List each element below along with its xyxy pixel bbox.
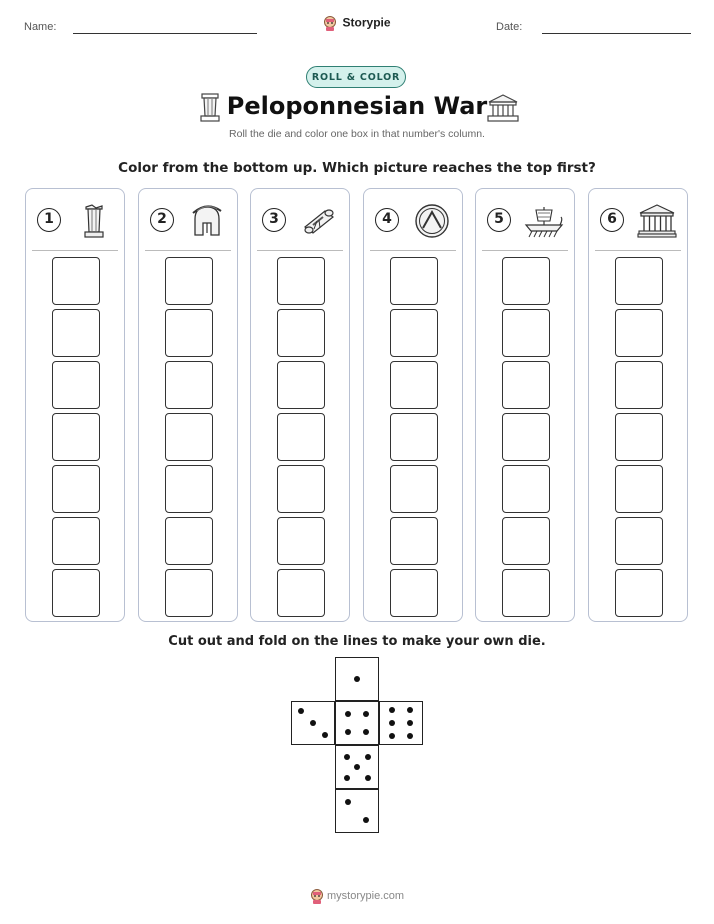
die-pip	[363, 711, 369, 717]
title-temple-icon	[487, 94, 519, 126]
brand-logo	[0, 12, 714, 31]
divider	[370, 250, 456, 251]
subtitle: Roll the die and color one box in that number's column.	[229, 128, 485, 140]
die-pip	[345, 729, 351, 735]
color-box[interactable]	[502, 309, 550, 357]
color-box[interactable]	[615, 413, 663, 461]
color-box[interactable]	[615, 517, 663, 565]
die-pip	[365, 775, 371, 781]
die-face-1	[335, 657, 379, 701]
divider	[482, 250, 568, 251]
color-box[interactable]	[502, 517, 550, 565]
divider	[145, 250, 231, 251]
color-box[interactable]	[502, 569, 550, 617]
color-box[interactable]	[277, 465, 325, 513]
footer	[0, 888, 714, 904]
die-pip	[389, 720, 395, 726]
color-box[interactable]	[615, 309, 663, 357]
color-box[interactable]	[165, 413, 213, 461]
color-box[interactable]	[52, 361, 100, 409]
column-number: 4	[375, 208, 399, 232]
divider	[595, 250, 681, 251]
color-box[interactable]	[502, 257, 550, 305]
die-pip	[310, 720, 316, 726]
die-face-2	[335, 789, 379, 833]
scroll-icon	[299, 203, 339, 239]
die-pip	[407, 720, 413, 726]
color-box[interactable]	[390, 257, 438, 305]
color-box[interactable]	[277, 413, 325, 461]
color-box[interactable]	[615, 569, 663, 617]
color-box[interactable]	[52, 257, 100, 305]
cut-instruction: Cut out and fold on the lines to make your own die.	[168, 634, 546, 649]
die-face-5	[335, 745, 379, 789]
mascot-icon	[310, 888, 324, 904]
color-box[interactable]	[390, 465, 438, 513]
color-box[interactable]	[502, 413, 550, 461]
color-box[interactable]	[165, 465, 213, 513]
column-number: 5	[487, 208, 511, 232]
page-title: Peloponnesian War	[226, 92, 488, 120]
column-number: 1	[37, 208, 61, 232]
greek-temple-icon	[637, 203, 677, 239]
die-face-3	[291, 701, 335, 745]
color-box[interactable]	[390, 569, 438, 617]
shield-icon	[412, 203, 452, 239]
brand-name: Storypie	[342, 15, 391, 30]
die-pip	[389, 707, 395, 713]
column-number: 2	[150, 208, 174, 232]
color-box[interactable]	[165, 517, 213, 565]
date-label: Date:	[496, 21, 523, 33]
color-box[interactable]	[52, 309, 100, 357]
column-4	[363, 188, 463, 622]
broken-column-icon	[74, 203, 114, 239]
mascot-icon	[323, 15, 337, 31]
color-box[interactable]	[52, 517, 100, 565]
die-face-6	[379, 701, 423, 745]
column-5	[475, 188, 575, 622]
color-box[interactable]	[615, 361, 663, 409]
color-box[interactable]	[390, 309, 438, 357]
column-2	[138, 188, 238, 622]
color-box[interactable]	[277, 361, 325, 409]
color-box[interactable]	[390, 517, 438, 565]
die-pip	[345, 711, 351, 717]
die-pip	[365, 754, 371, 760]
die-face-4	[335, 701, 379, 745]
name-line	[73, 33, 257, 34]
color-box[interactable]	[277, 257, 325, 305]
divider	[257, 250, 343, 251]
color-box[interactable]	[52, 465, 100, 513]
color-box[interactable]	[277, 517, 325, 565]
die-pip	[354, 676, 360, 682]
color-box[interactable]	[502, 361, 550, 409]
instruction: Color from the bottom up. Which picture reaches the top first?	[118, 160, 596, 176]
color-box[interactable]	[277, 309, 325, 357]
color-box[interactable]	[52, 413, 100, 461]
color-box[interactable]	[390, 413, 438, 461]
color-box[interactable]	[615, 465, 663, 513]
die-pip	[344, 775, 350, 781]
date-line	[542, 33, 691, 34]
color-box[interactable]	[165, 361, 213, 409]
die-pip	[298, 708, 304, 714]
color-box[interactable]	[277, 569, 325, 617]
die-pip	[407, 733, 413, 739]
column-3	[250, 188, 350, 622]
activity-badge: ROLL & COLOR	[306, 66, 406, 88]
die-pip	[344, 754, 350, 760]
color-box[interactable]	[165, 257, 213, 305]
die-pip	[363, 817, 369, 823]
footer-url: mystorypie.com	[327, 889, 405, 902]
die-pip	[322, 732, 328, 738]
color-box[interactable]	[52, 569, 100, 617]
name-label: Name:	[24, 21, 57, 33]
color-box[interactable]	[165, 569, 213, 617]
die-pip	[345, 799, 351, 805]
die-pip	[354, 764, 360, 770]
die-pip	[363, 729, 369, 735]
column-number: 3	[262, 208, 286, 232]
column-6	[588, 188, 688, 622]
column-number: 6	[600, 208, 624, 232]
color-box[interactable]	[165, 309, 213, 357]
greek-helmet-icon	[187, 203, 227, 239]
column-1	[25, 188, 125, 622]
color-box[interactable]	[390, 361, 438, 409]
trireme-ship-icon	[524, 203, 564, 239]
color-box[interactable]	[502, 465, 550, 513]
color-box[interactable]	[615, 257, 663, 305]
die-pip	[389, 733, 395, 739]
die-pip	[407, 707, 413, 713]
divider	[32, 250, 118, 251]
